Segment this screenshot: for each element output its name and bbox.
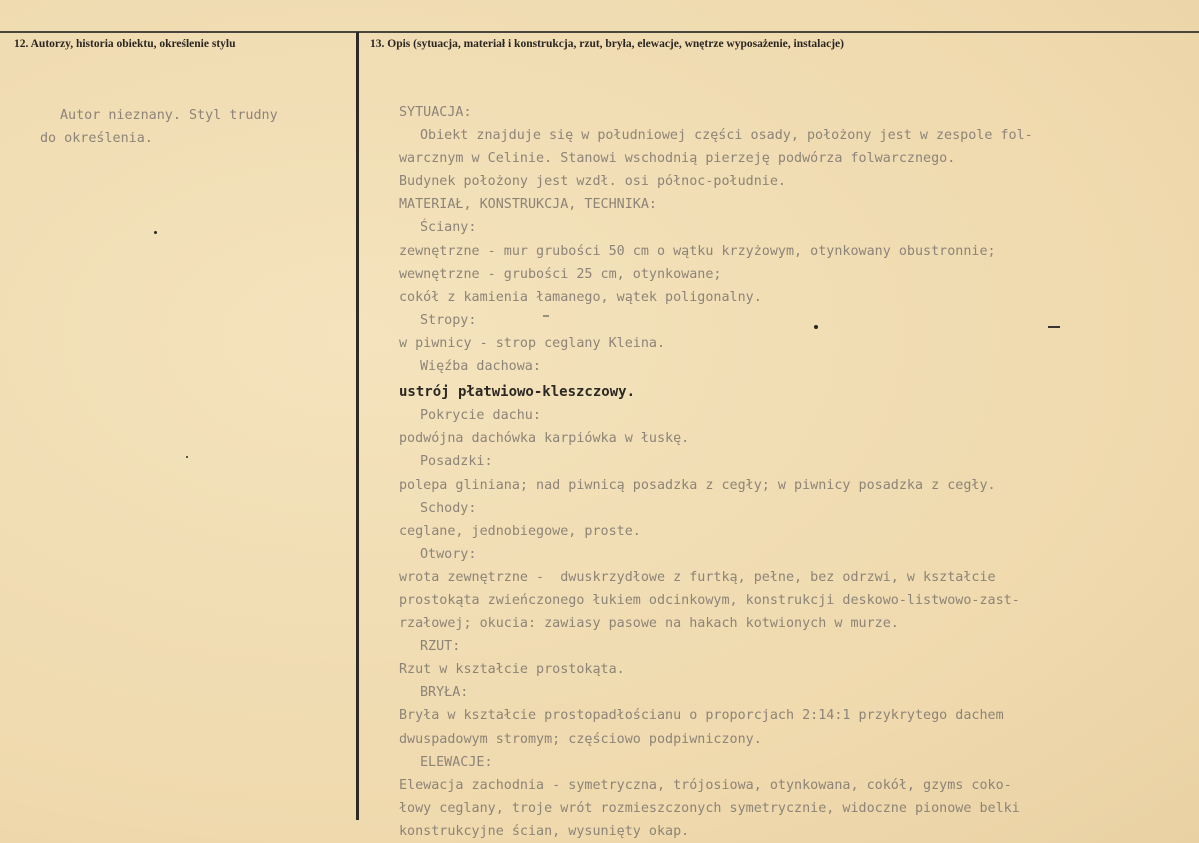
description-line: cokół z kamienia łamanego, wątek poligonalny. [399,289,762,305]
description-line: rzałowej; okucia: zawiasy pasowe na hakach kotwionych w murze. [399,616,899,632]
description-line: Rzut w kształcie prostokąta. [399,662,625,678]
description-line: wrota zewnętrzne - dwuskrzydłowe z furtką, pełne, bez odrzwi, w kształcie [399,569,996,585]
scan-speck [814,325,818,329]
description-line: dwuspadowym stromym; częściowo podpiwniczony. [399,731,762,747]
description-body [399,101,1189,843]
description-line: MATERIAŁ, KONSTRUKCJA, TECHNIKA: [399,197,657,213]
description-line: Otwory: [420,546,477,562]
description-line: SYTUACJA: [399,105,472,120]
description-line: RZUT: [420,639,461,655]
description-line: Obiekt znajduje się w południowej części osady, położony jest w zespole fol- [420,128,1033,144]
description-line: Elewacja zachodnia - symetryczna, trójosiowa, otynkowana, cokół, gzyms coko- [399,777,1012,793]
authors-history-text [40,104,340,150]
description-line: Pokrycie dachu: [420,408,541,424]
description-line: Ściany: [420,220,477,236]
description-line: konstrukcyjne ścian, wysunięty okap. [399,823,690,839]
top-rule [0,31,1199,33]
description-line: polepa gliniana; nad piwnicą posadzka z cegły; w piwnicy posadzka z cegły. [399,477,996,493]
description-line: Więźba dachowa: [420,359,541,375]
description-line: łowy ceglany, troje wrót rozmieszczonych symetrycznie, widoczne pionowe belki [399,800,1020,816]
description-line: zewnętrzne - mur grubości 50 cm o wątku krzyżowym, otynkowany obustronnie; [399,243,996,259]
scan-speck [186,456,188,458]
header-authors-history: 12. Autorzy, historia obiektu, określenie stylu [14,38,236,50]
authors-line-1: Autor nieznany. Styl trudny [60,108,278,123]
scan-mark [1048,326,1060,328]
description-line: Budynek położony jest wzdł. osi północ-południe. [399,174,786,190]
description-line: warcznym w Celinie. Stanowi wschodnią pierzeję podwórza folwarcznego. [399,151,956,167]
header-description: 13. Opis (sytuacja, materiał i konstrukcja, rzut, bryła, elewacje, wnętrze wyposażenie, instalacje) [370,38,844,50]
description-line: wewnętrzne - grubości 25 cm, otynkowane; [399,266,722,282]
description-line: ustrój płatwiowo-kleszczowy. [399,384,636,401]
description-line: prostokąta zwieńczonego łukiem odcinkowym, konstrukcji deskowo-listwowo-zast- [399,592,1020,608]
description-line: Bryła w kształcie prostopadłościanu o proporcjach 2:14:1 przykrytego dachem [399,708,1004,724]
scan-mark [543,315,549,317]
description-line: Stropy: [420,312,477,328]
description-line: BRYŁA: [420,685,469,701]
description-line: podwójna dachówka karpiówka w łuskę. [399,431,690,447]
column-divider [356,32,359,820]
authors-line-2: do określenia. [40,131,153,146]
description-line: w piwnicy - strop ceglany Kleina. [399,335,666,351]
description-line: ELEWACJE: [420,754,493,770]
description-line: Schody: [420,500,477,516]
description-line: ceglane, jednobiegowe, proste. [399,523,641,539]
scan-speck [154,231,157,234]
description-line: Posadzki: [420,454,493,470]
